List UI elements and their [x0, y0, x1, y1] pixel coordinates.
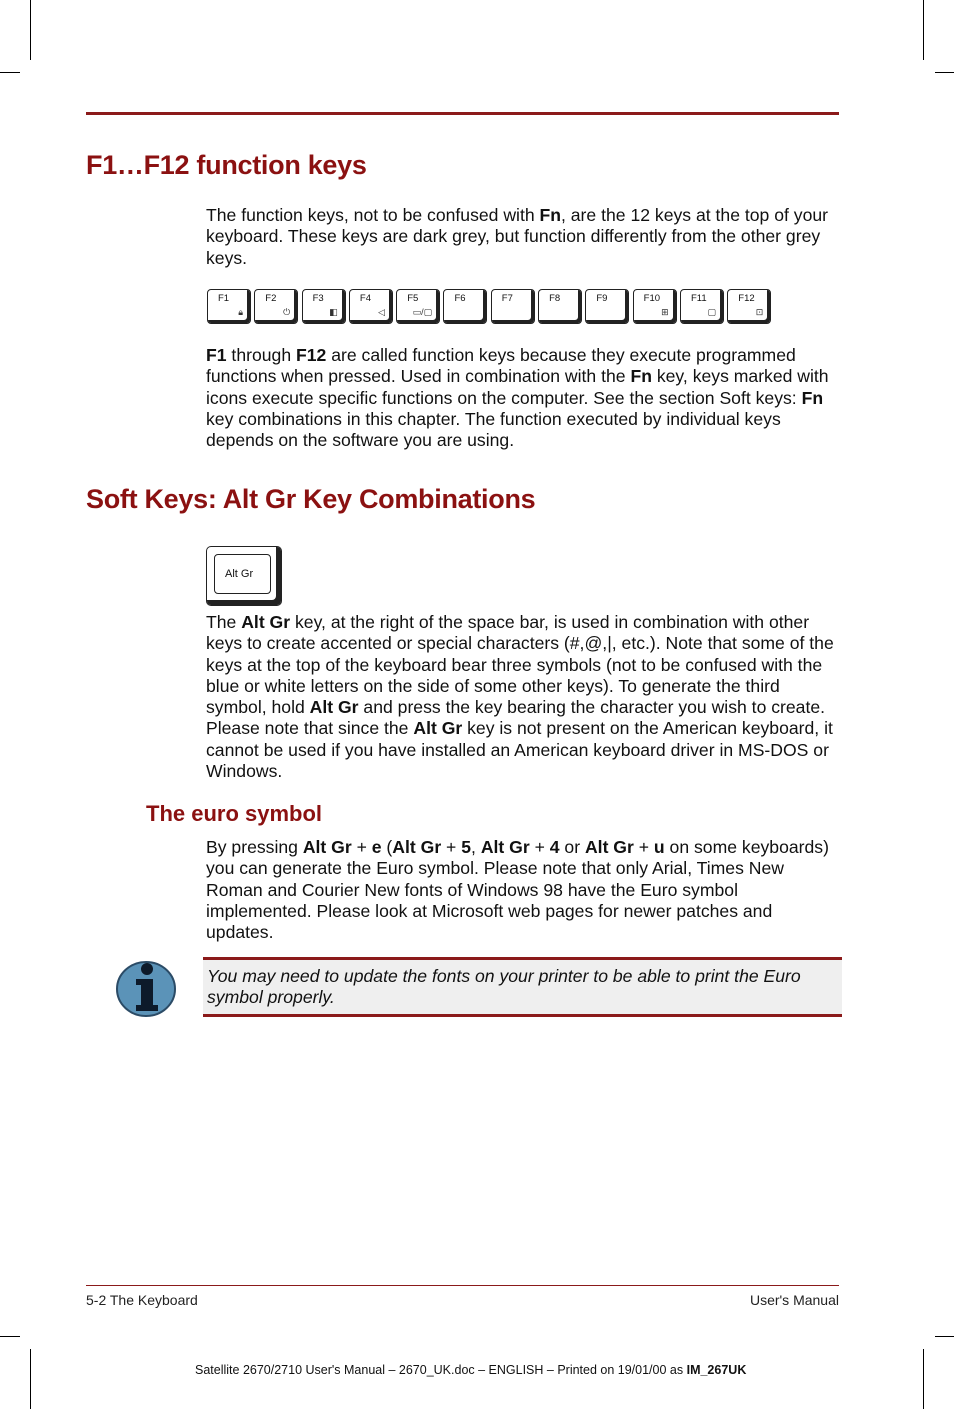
text-run: through [226, 345, 296, 365]
section-title-function-keys: F1…F12 function keys [86, 150, 367, 180]
function-key-f2 [254, 289, 298, 324]
function-key-f6 [443, 289, 487, 324]
bold-run: Fn [801, 387, 824, 408]
print-line [195, 1363, 746, 1377]
bold-run: Fn [630, 366, 652, 387]
note-text: You may need to update the fonts on your printer to be able to print the Euro symbol properly. [207, 966, 801, 1008]
function-key-f5 [396, 289, 440, 324]
footer-rule [86, 1285, 839, 1286]
function-key-label: F7 [501, 293, 513, 304]
function-key-label: F12 [738, 293, 755, 304]
function-key-row [207, 289, 775, 324]
bold-run: Alt Gr [241, 612, 291, 632]
suspend-icon: ◧ [329, 307, 338, 317]
function-key-f3 [302, 289, 346, 324]
alt-gr-key [206, 546, 282, 606]
function-key-f10 [633, 289, 677, 324]
crop-mark [935, 1336, 954, 1337]
bold-run: Alt Gr [392, 837, 442, 857]
text-run: , are the 12 keys at the top of your keyboard. These keys are dark grey, but function differently from the other grey keys. [206, 205, 828, 268]
function-key-label: F11 [690, 293, 707, 304]
crop-mark [923, 1349, 924, 1409]
scroll-lock-icon: ⊡ [755, 307, 764, 317]
text-run: or [559, 837, 585, 857]
text-run: are called function keys because they execute programmed functions when pressed. Used in combination with the [206, 345, 796, 387]
crop-mark [923, 0, 924, 60]
function-key-label: F9 [596, 293, 608, 304]
numeric-mode-icon: ▢ [707, 307, 716, 317]
bold-run: Alt Gr [480, 837, 530, 857]
speaker-icon: ◁ [377, 307, 385, 317]
function-key-f8 [538, 289, 582, 324]
subsection-title-euro: The euro symbol [146, 801, 323, 826]
bold-run: Alt Gr [309, 697, 359, 718]
crop-mark [0, 72, 20, 73]
text-run: key, at the right of the space bar, is used in combination with other keys to create accented or special characters (#,@,|, etc.). Note that some of the keys at the top of the keyboard bear three symbols (not to be confused with the blue or white letters on the side of some other keys). To generate the third symbol, hold [206, 612, 834, 718]
crop-mark [30, 0, 31, 60]
function-keys-intro [206, 205, 840, 269]
text-run: , [471, 837, 481, 857]
function-key-f4 [349, 289, 393, 324]
arrow-mode-icon: ⊞ [661, 307, 669, 317]
function-keys-body [206, 345, 840, 451]
text-run: + [441, 837, 462, 857]
text-run: + [351, 837, 372, 857]
text-run: The function keys, not to be confused with [206, 205, 540, 225]
note-box [203, 957, 842, 1017]
text-run: + [633, 837, 654, 857]
lock-icon: 🔒︎ [238, 307, 243, 317]
bold-run: Alt Gr [584, 837, 634, 857]
bold-run: e [371, 837, 382, 857]
bold-run: Fn [539, 205, 561, 225]
text-run: key is not present on the American keyboard, it cannot be used if you have installed an American keyboard driver in MS-DOS or Windows. [206, 718, 833, 782]
function-key-f12 [727, 289, 771, 324]
info-icon [114, 957, 178, 1019]
alt-gr-body [206, 612, 840, 782]
alt-gr-key-label: Alt Gr [225, 568, 254, 580]
function-key-label: F8 [549, 293, 561, 304]
header-rule [86, 112, 839, 115]
bold-run: F12 [296, 345, 327, 365]
display-icon: ▭/▢ [412, 307, 433, 317]
function-key-label: F10 [643, 293, 661, 304]
function-key-label: F2 [265, 293, 277, 304]
function-key-label: F6 [454, 293, 466, 304]
text-run: By pressing [206, 837, 303, 857]
power-icon: ⏻ [283, 307, 291, 317]
function-key-label: F4 [359, 293, 371, 304]
bold-run: 4 [549, 837, 560, 857]
footer-chapter: 5-2 The Keyboard [86, 1292, 198, 1308]
crop-mark [0, 1336, 20, 1337]
section-title-alt-gr: Soft Keys: Alt Gr Key Combinations [86, 484, 536, 514]
bold-run: F1 [206, 345, 227, 365]
text-run: The [206, 612, 242, 632]
function-key-f7 [491, 289, 535, 324]
text-run: ( [381, 837, 393, 857]
function-key-label: F1 [218, 293, 230, 304]
crop-mark [30, 1349, 31, 1409]
text-run: and press the key bearing the character you wish to create. Please note that since the [206, 697, 826, 739]
bold-run: Alt Gr [413, 718, 463, 739]
print-code: IM_267UK [686, 1363, 747, 1377]
function-key-f11 [680, 289, 724, 324]
bold-run: Alt Gr [302, 837, 352, 857]
footer-manual-title: User's Manual [749, 1292, 839, 1308]
bold-run: u [653, 837, 665, 857]
function-key-f1 [207, 289, 251, 324]
function-key-f9 [585, 289, 629, 324]
alt-gr-key-face [214, 554, 271, 594]
crop-mark [935, 72, 954, 73]
euro-body [206, 837, 840, 943]
function-key-label: F3 [312, 293, 324, 304]
text-run: key combinations in this chapter. The function executed by individual keys depends on the software you are using. [206, 408, 781, 451]
print-line-text: Satellite 2670/2710 User's Manual – 2670_UK.doc – ENGLISH – Printed on 19/01/00 as [195, 1363, 687, 1377]
text-run: key, keys marked with icons execute specific functions on the computer. See the section Soft keys: [206, 366, 829, 408]
text-run: + [529, 837, 550, 857]
text-run: on some keyboards) you can generate the Euro symbol. Please note that only Arial, Times New Roman and Courier New fonts of Windows 98 have the Euro symbol implemented. Please look at Microsoft web pages for newer patches and updates. [206, 837, 829, 943]
bold-run: 5 [461, 837, 472, 857]
function-key-label: F5 [407, 293, 419, 304]
